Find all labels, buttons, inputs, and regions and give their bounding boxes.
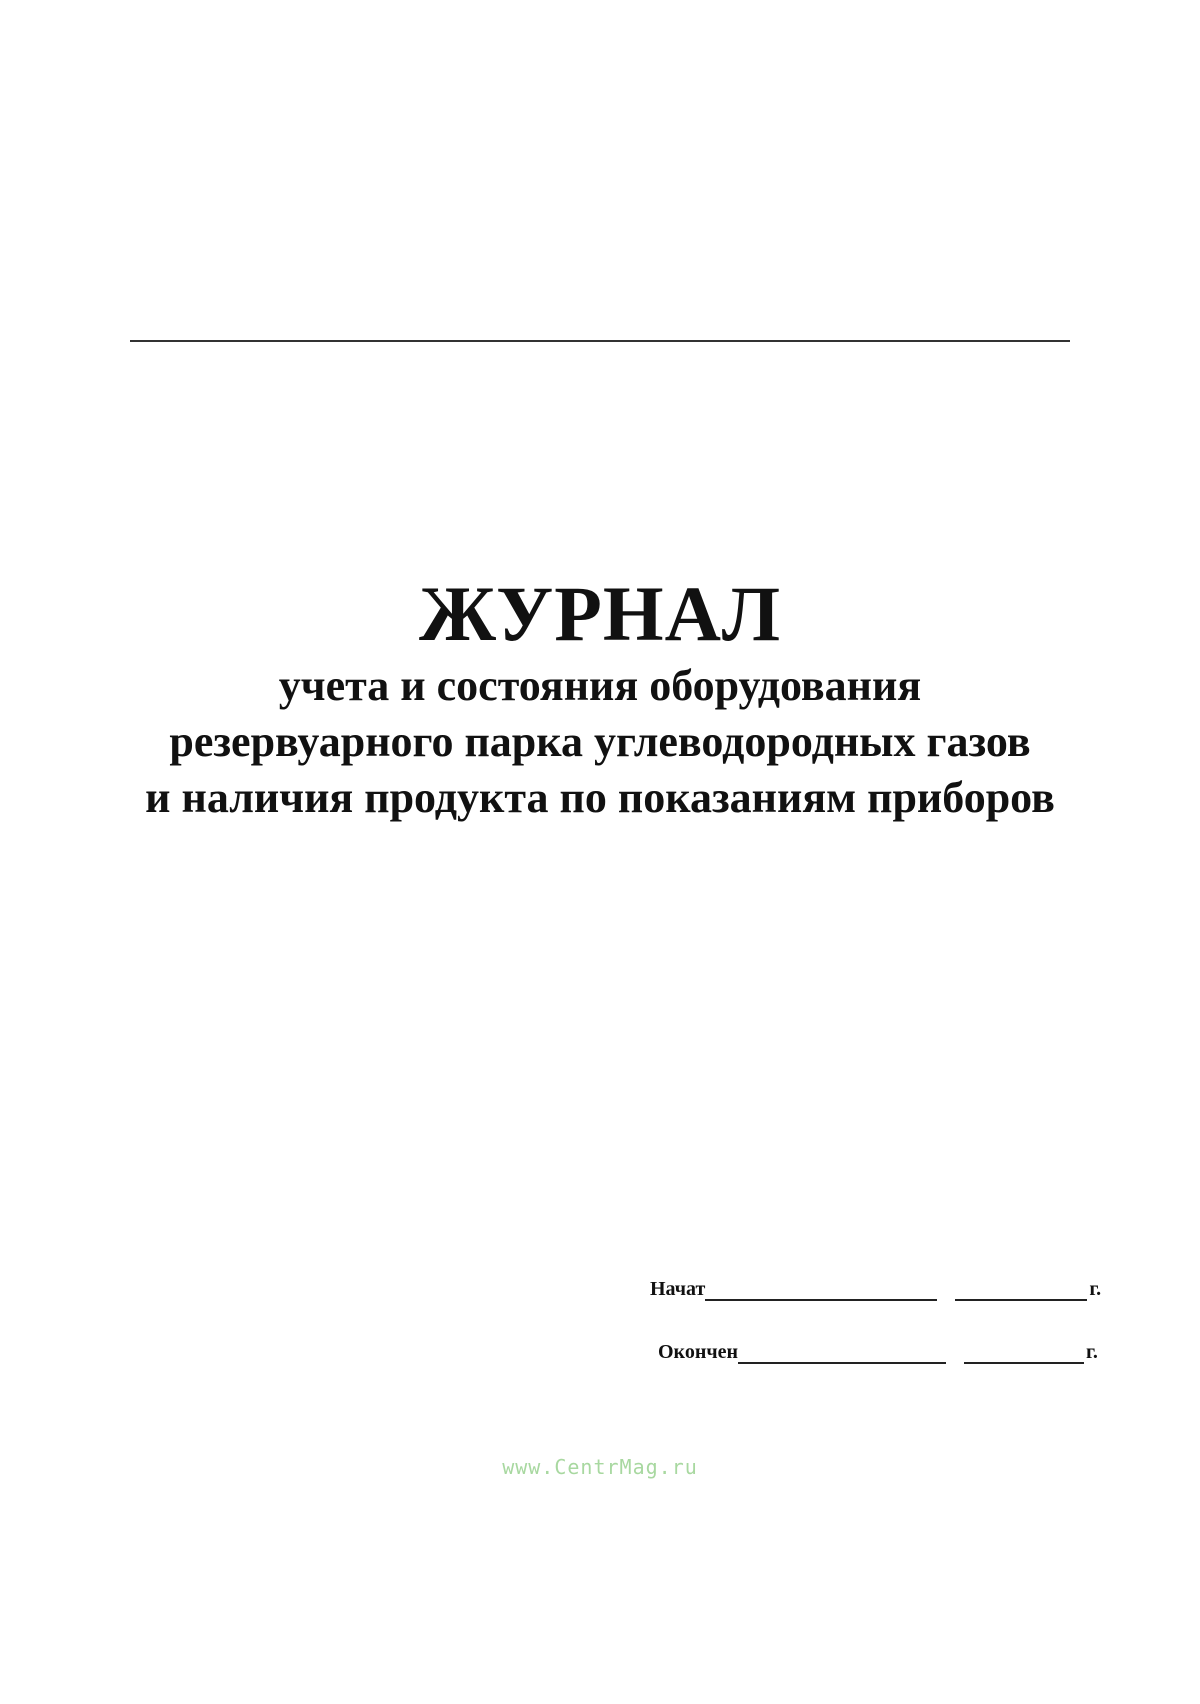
started-year-blank: [955, 1279, 1087, 1301]
organization-line: [130, 340, 1070, 342]
started-year-suffix: г.: [1089, 1278, 1102, 1300]
ended-year-blank: [964, 1342, 1084, 1364]
ended-year-suffix: г.: [1086, 1341, 1098, 1363]
ended-date-blank: [738, 1342, 946, 1364]
started-row: [650, 1278, 1130, 1304]
subtitle-line-3: и наличия продукта по показаниям приборов: [145, 773, 1055, 822]
dates-block: [650, 1278, 1130, 1404]
ended-row: [658, 1341, 1130, 1367]
ended-label: Окончен: [658, 1341, 739, 1363]
title-block: [0, 570, 1200, 826]
document-title: ЖУРНАЛ: [418, 570, 782, 657]
subtitle-line-1: учета и состояния оборудования: [278, 661, 922, 710]
started-date-blank: [705, 1279, 937, 1301]
started-label: Начат: [650, 1278, 706, 1300]
subtitle-line-2: резервуарного парка углеводородных газов: [169, 717, 1031, 766]
watermark: www.CentrMag.ru: [502, 1455, 698, 1479]
